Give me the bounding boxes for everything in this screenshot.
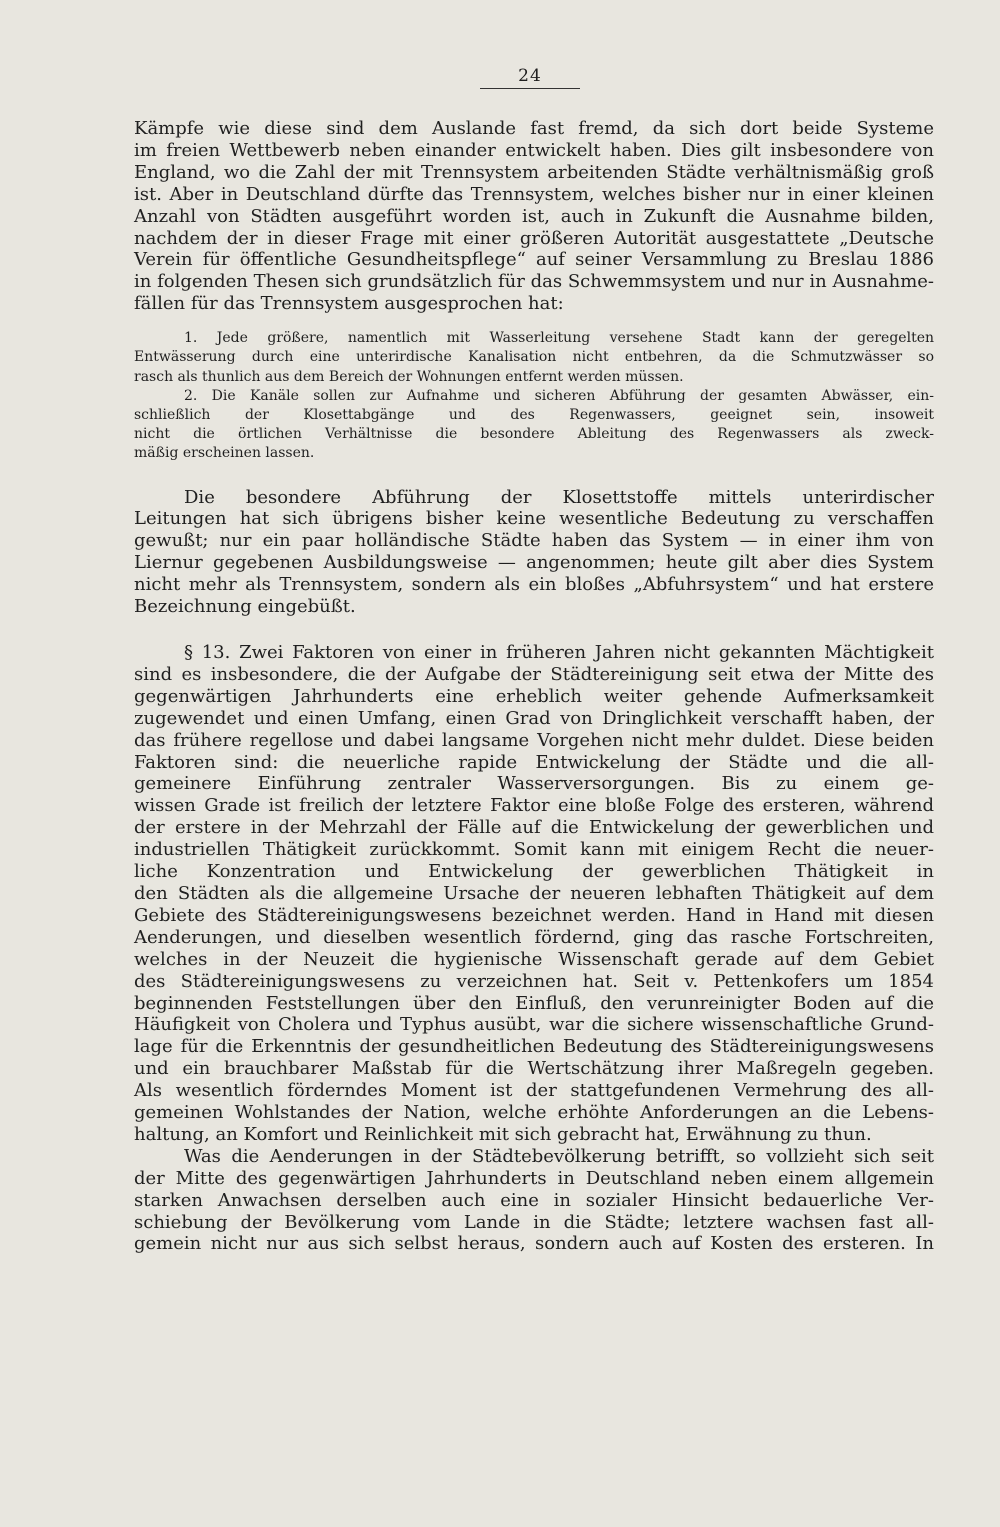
paragraph-intro xyxy=(134,118,934,315)
text-line: Was die Aenderungen in der Städtebevölkerung betrifft, so vollzieht sich seit xyxy=(184,1145,934,1167)
text-line: gegenwärtigen Jahrhunderts eine erheblich weiter gehende Aufmerksamkeit xyxy=(134,685,934,707)
text-line: liche Konzentration und Entwickelung der gewerblichen Thätigkeit in xyxy=(134,861,934,883)
text-line: beginnenden Feststellungen über den Einfluß, den verunreinigter Boden auf die xyxy=(134,992,934,1014)
text-line: schließlich der Klosettabgänge und des Regenwassers, geeignet sein, insoweit xyxy=(134,406,934,423)
text-line: welches in der Neuzeit die hygienische Wissenschaft gerade auf dem Gebiet xyxy=(134,948,934,970)
thesis-1 xyxy=(134,329,934,387)
theses-block xyxy=(134,329,934,463)
text-line: das frühere regellose und dabei langsame Vorgehen nicht mehr duldet. Diese beiden xyxy=(134,729,934,751)
text-line: 2. Die Kanäle sollen zur Aufnahme und sicheren Abführung der gesamten Abwässer, ein- xyxy=(184,387,934,404)
text-line: Gebiete des Städtereinigungswesens bezeichnet werden. Hand in Hand mit diesen xyxy=(134,904,934,926)
text-line: Leitungen hat sich übrigens bisher keine wesentliche Bedeutung zu verschaffen xyxy=(134,508,934,530)
text-line: im freien Wettbewerb neben einander entwickelt haben. Dies gilt insbesondere von xyxy=(134,139,934,161)
text-line: gemeinere Einführung zentraler Wasserversorgungen. Bis zu einem ge- xyxy=(134,773,934,795)
text-line: Als wesentlich förderndes Moment ist der stattgefundenen Vermehrung des all- xyxy=(134,1080,934,1102)
text-line: Die besondere Abführung der Klosettstoffe mittels unterirdischer xyxy=(184,486,934,508)
text-line: Kämpfe wie diese sind dem Auslande fast fremd, da sich dort beide Systeme xyxy=(134,118,934,139)
text-line: England, wo die Zahl der mit Trennsystem arbeitenden Städte verhältnismäßig groß xyxy=(134,161,934,183)
text-line: lage für die Erkenntnis der gesundheitlichen Bedeutung des Städtereinigungswesens xyxy=(134,1036,934,1058)
text-line: Entwässerung durch eine unterirdische Kanalisation nicht entbehren, da die Schmutzwässer so xyxy=(134,349,934,366)
text-line: Bezeichnung eingebüßt. xyxy=(134,596,356,618)
paragraph-klosettstoffe xyxy=(134,487,934,618)
text-line: haltung, an Komfort und Reinlichkeit mit sich gebracht hat, Erwähnung zu thun. xyxy=(134,1123,872,1145)
text-line: zugewendet und einen Umfang, einen Grad von Dringlichkeit verschafft haben, der xyxy=(134,707,934,729)
text-line: Liernur gegebenen Ausbildungsweise — angenommen; heute gilt aber dies System xyxy=(134,552,934,574)
text-line: schiebung der Bevölkerung vom Lande in die Städte; letztere wachsen fast all- xyxy=(134,1211,934,1233)
text-line: gemein nicht nur aus sich selbst heraus, sondern auch auf Kosten des ersteren. In xyxy=(134,1233,934,1255)
text-line: gewußt; nur ein paar holländische Städte haben das System — in einer ihm von xyxy=(134,530,934,552)
text-line: mäßig erscheinen lassen. xyxy=(134,445,315,462)
text-line: nicht die örtlichen Verhältnisse die besondere Ableitung des Regenwassers als zweck- xyxy=(134,426,934,443)
text-line: Verein für öffentliche Gesundheitspflege“ auf seiner Versammlung zu Breslau 1886 xyxy=(134,249,934,271)
text-line: wissen Grade ist freilich der letztere Faktor eine bloße Folge des ersteren, während xyxy=(134,795,934,817)
text-line: gemeinen Wohlstandes der Nation, welche erhöhte Anforderungen an die Lebens- xyxy=(134,1102,934,1124)
text-line: rasch als thunlich aus dem Bereich der Wohnungen entfernt werden müssen. xyxy=(134,368,684,385)
text-line: Aenderungen, und dieselben wesentlich fördernd, ging das rasche Fortschreiten, xyxy=(134,926,934,948)
text-line: nicht mehr als Trennsystem, sondern als ein bloßes „Abfuhrsystem“ und hat erstere xyxy=(134,574,934,596)
text-line: fällen für das Trennsystem ausgesprochen hat: xyxy=(134,293,564,315)
text-line: des Städtereinigungswesens zu verzeichnen hat. Seit v. Pettenkofers um 1854 xyxy=(134,970,934,992)
text-line: den Städten als die allgemeine Ursache der neueren lebhaften Thätigkeit auf dem xyxy=(134,882,934,904)
page-number: 24 xyxy=(480,66,580,89)
text-line: Anzahl von Städten ausgeführt worden ist, auch in Zukunft die Ausnahme bilden, xyxy=(134,205,934,227)
body-text xyxy=(134,118,934,1255)
text-line: nachdem der in dieser Frage mit einer größeren Autorität ausgestattete „Deutsche xyxy=(134,227,934,249)
text-line: Faktoren sind: die neuerliche rapide Entwickelung der Städte und die all- xyxy=(134,751,934,773)
text-line: sind es insbesondere, die der Aufgabe der Städtereinigung seit etwa der Mitte des xyxy=(134,663,934,685)
paragraph-section-13 xyxy=(134,642,934,1146)
text-line: in folgenden Thesen sich grundsätzlich für das Schwemmsystem und nur in Ausnahme- xyxy=(134,271,934,293)
text-line: ist. Aber in Deutschland dürfte das Trennsystem, welches bisher nur in einer kleinen xyxy=(134,183,934,205)
text-line: der erstere in der Mehrzahl der Fälle auf die Entwickelung der gewerblichen und xyxy=(134,817,934,839)
text-line: industriellen Thätigkeit zurückkommt. Somit kann mit einigem Recht die neuer- xyxy=(134,839,934,861)
text-line: § 13. Zwei Faktoren von einer in früheren Jahren nicht gekannten Mächtigkeit xyxy=(184,642,934,664)
text-line: und ein brauchbarer Maßstab für die Wertschätzung ihrer Maßregeln gegeben. xyxy=(134,1058,934,1080)
paragraph-staedtebevoelkerung xyxy=(134,1146,934,1256)
text-line: der Mitte des gegenwärtigen Jahrhunderts in Deutschland neben einem allgemein xyxy=(134,1167,934,1189)
thesis-2 xyxy=(134,387,934,464)
text-line: 1. Jede größere, namentlich mit Wasserleitung versehene Stadt kann der geregelten xyxy=(184,330,934,347)
text-line: Häufigkeit von Cholera und Typhus ausübt, war die sichere wissenschaftliche Grund- xyxy=(134,1014,934,1036)
text-line: starken Anwachsen derselben auch eine in sozialer Hinsicht bedauerliche Ver- xyxy=(134,1189,934,1211)
